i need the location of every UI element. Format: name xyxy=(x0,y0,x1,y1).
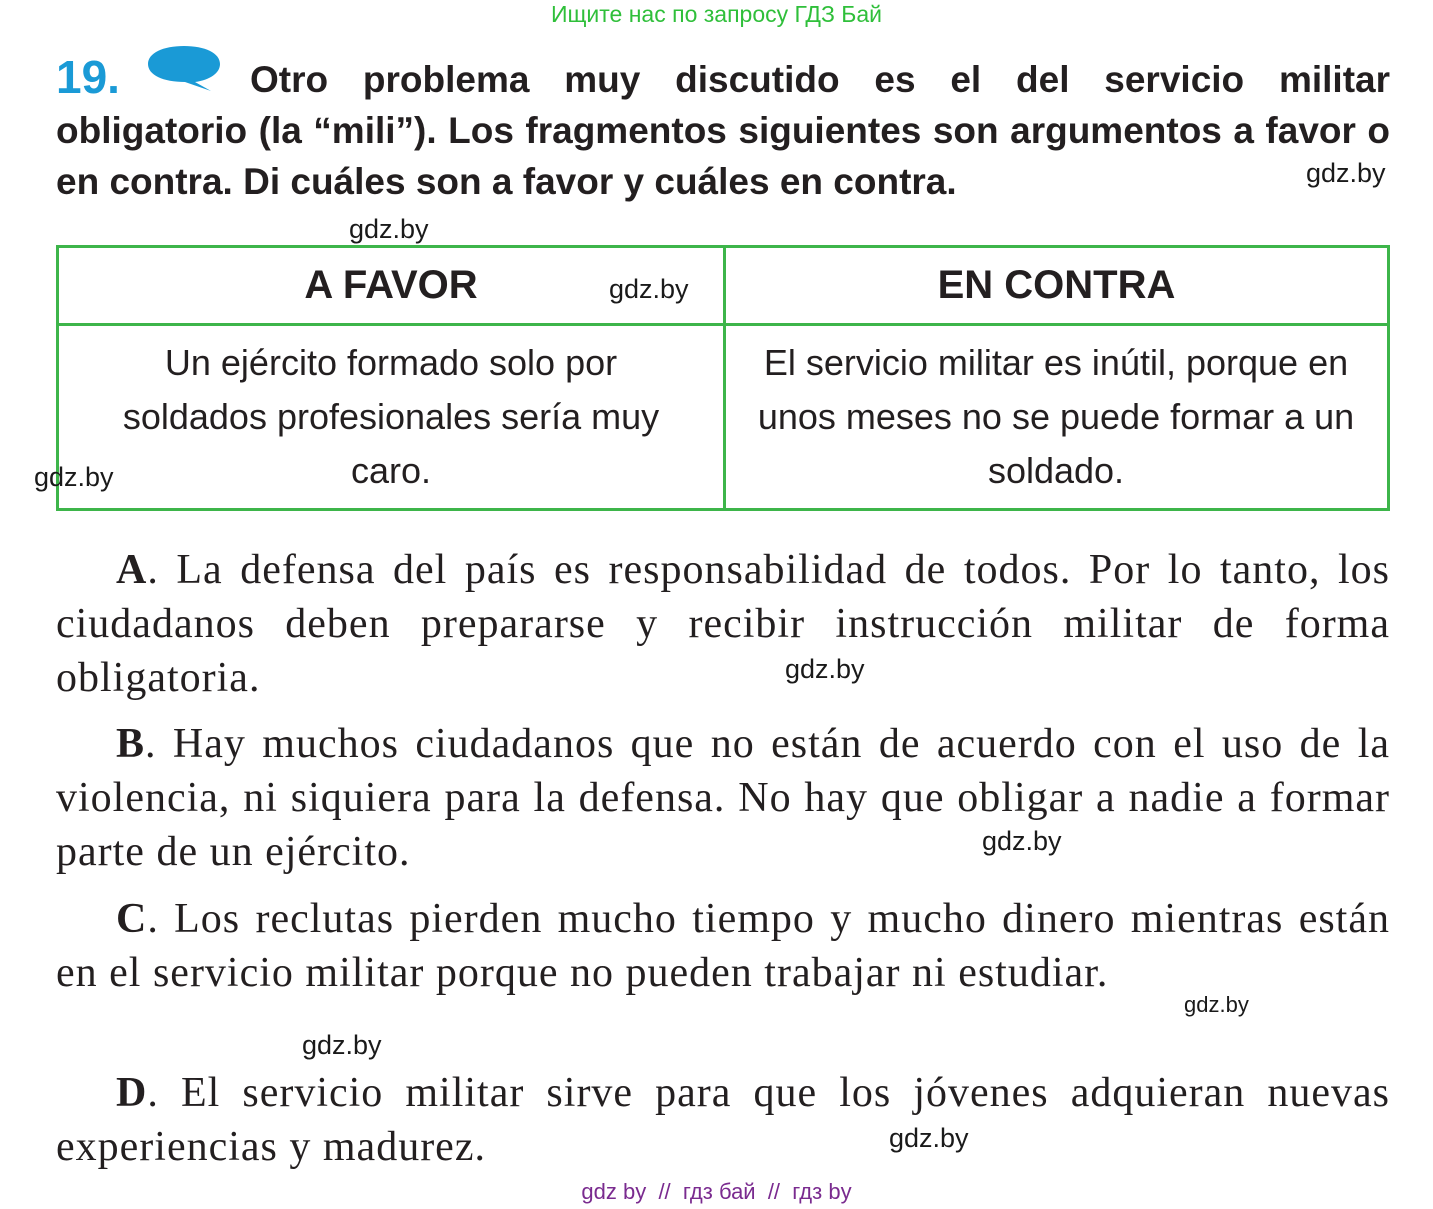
footer-watermark: gdz by // гдз бай // гдз by xyxy=(581,1179,852,1204)
table-cell-a-favor: Un ejército formado solo por soldados profesionales sería muy caro. xyxy=(122,342,660,491)
table-cell-en-contra: El servicio militar es inútil, porque en unos meses no se puede formar a un soldado. xyxy=(757,342,1355,491)
watermark: gdz.by xyxy=(302,1030,382,1060)
fragment-b: B. Hay muchos ciudadanos que no están de acuerdo con el uso de la violencia, ni siquiera para la defensa. No hay que obligar a nadie a formar parte de un ejército. xyxy=(56,721,1391,875)
watermark: gdz.by xyxy=(609,274,689,304)
fragment-letter: D xyxy=(116,1070,148,1116)
watermark: gdz.by xyxy=(982,826,1062,856)
fragment-c: C. Los reclutas pierden mucho tiempo y mucho dinero mientras están en el servicio militar porque no pueden trabajar ni estudiar. xyxy=(56,896,1390,996)
fragment-text: Los reclutas pierden mucho tiempo y mucho dinero mientras están en el servicio militar porque no pueden trabajar ni estudiar. xyxy=(56,896,1390,996)
table-row-divider xyxy=(59,323,1387,326)
watermark: gdz.by xyxy=(1306,158,1386,188)
table-header-a-favor: A FAVOR xyxy=(304,263,478,307)
fragment-a: A. La defensa del país es responsabilidad de todos. Por lo tanto, los ciudadanos deben prepararse y recibir instrucción militar de forma obligatoria. xyxy=(56,547,1390,701)
fragment-text: La defensa del país es responsabilidad de todos. Por lo tanto, los ciudadanos deben prepararse y recibir instrucción militar de forma obligatoria. xyxy=(56,547,1390,701)
watermark: gdz.by xyxy=(349,214,429,244)
watermark: gdz.by xyxy=(34,462,114,492)
fragment-letter: A xyxy=(116,547,148,593)
exercise-instruction: Otro problema muy discutido es el del servicio militar obligatorio (la “mili”). Los fragmentos siguientes son argumentos a favor o en contra. Di cuáles son a favor y cuáles en contra. xyxy=(56,59,1390,202)
fragment-d: D. El servicio militar sirve para que los jóvenes adquieran nuevas experiencias y madurez. xyxy=(56,1070,1391,1170)
fragment-text: Hay muchos ciudadanos que no están de acuerdo con el uso de la violencia, ni siquiera para la defensa. No hay que obligar a nadie a formar parte de un ejército. xyxy=(56,721,1391,875)
watermark: gdz.by xyxy=(889,1123,969,1153)
arguments-table xyxy=(56,245,1390,511)
exercise-number: 19. xyxy=(56,51,120,103)
fragment-letter: B xyxy=(116,721,146,767)
table-header-en-contra: EN CONTRA xyxy=(937,263,1176,307)
watermark: gdz.by xyxy=(1184,992,1249,1017)
watermark: gdz.by xyxy=(785,654,865,684)
top-banner: Ищите нас по запросу ГДЗ Бай xyxy=(550,1,883,27)
fragment-text: El servicio militar sirve para que los jóvenes adquieran nuevas experiencias y madurez. xyxy=(56,1070,1391,1170)
fragment-letter: C xyxy=(116,896,148,942)
